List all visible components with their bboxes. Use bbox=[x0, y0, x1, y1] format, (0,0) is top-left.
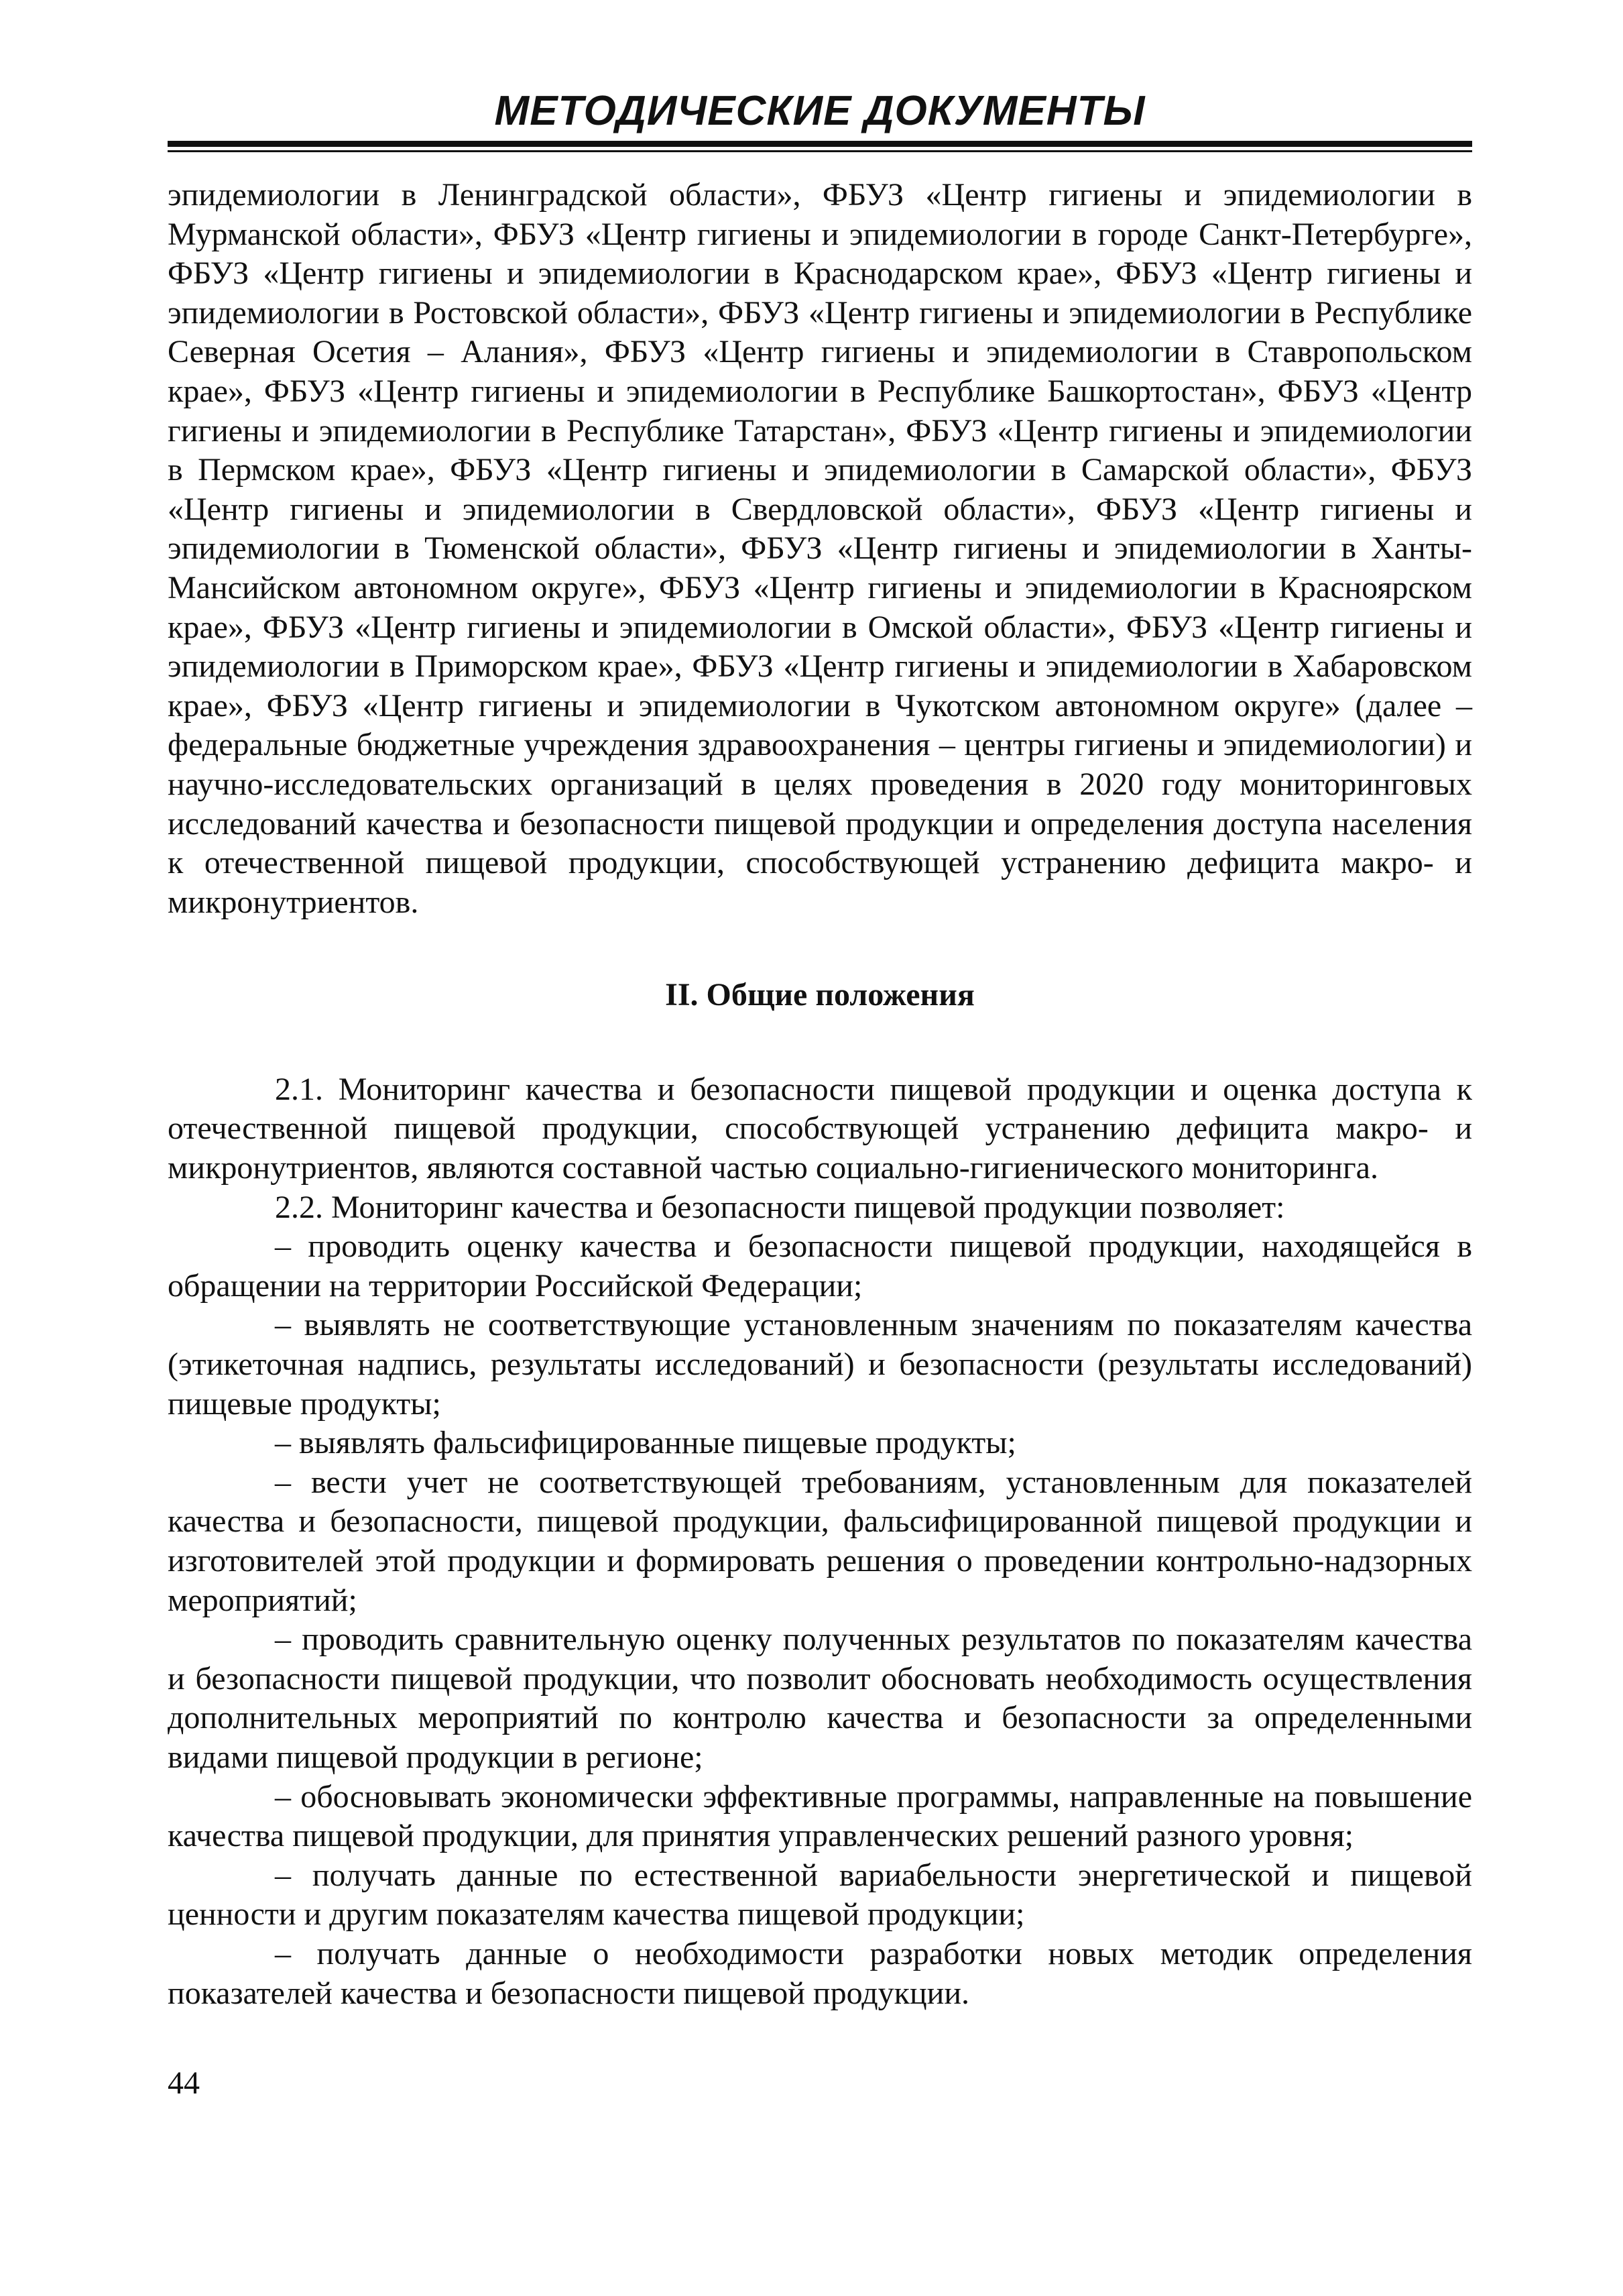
running-header-title: МЕТОДИЧЕСКИЕ ДОКУМЕНТЫ bbox=[494, 88, 1146, 134]
list-item: – проводить оценку качества и безопасности пищевой продукции, находящейся в обращении на территории Российской Федерации; bbox=[168, 1228, 1472, 1304]
list-item: – обосновывать экономически эффективные программы, направленные на повышение качества пищевой продукции, для принятия управленческих решений разного уровня; bbox=[168, 1778, 1472, 1854]
list-item: – получать данные по естественной вариабельности энергетической и пищевой ценности и другим показателям качества пищевой продукции; bbox=[168, 1857, 1472, 1933]
section-heading: II. Общие положения bbox=[665, 977, 975, 1013]
list-item: – получать данные о необходимости разработки новых методик определения показателей качества и безопасности пищевой продукции. bbox=[168, 1935, 1472, 2011]
header-rule-thick bbox=[168, 141, 1472, 147]
page-number: 44 bbox=[168, 2065, 200, 2101]
list-item: – вести учет не соответствующей требованиям, установленным для показателей качества и безопасности, пищевой продукции, фальсифицированной пищевой продукции и изготовителей этой продукции и формировать решения о проведении контрольно-надзорных мероприятий; bbox=[168, 1464, 1472, 1618]
header-rule-thin bbox=[168, 150, 1472, 152]
paragraph-2-1: 2.1. Мониторинг качества и безопасности пищевой продукции и оценка доступа к отечественной пищевой продукции, способствующей устранению дефицита макро- и микронутриентов, являются составной частью социально-гигиенического мониторинга. bbox=[168, 1071, 1472, 1186]
page-body bbox=[168, 176, 1472, 2013]
running-header bbox=[168, 79, 1472, 153]
list-item: – выявлять не соответствующие установленным значениям по показателям качества (этикеточная надпись, результаты исследований) и безопасности (результаты исследований) пищевые продукты; bbox=[168, 1307, 1472, 1422]
list-item: – выявлять фальсифицированные пищевые продукты; bbox=[275, 1425, 1016, 1461]
intro-paragraph: эпидемиологии в Ленинградской области», ФБУЗ «Центр гигиены и эпидемиологии в Мурманской области», ФБУЗ «Центр гигиены и эпидемиологии в городе Санкт-Петербурге», ФБУЗ «Центр гигиены и эпидемиологии в Краснодарском крае», ФБУЗ «Центр гигиены и эпидемиологии в Ростовской области», ФБУЗ «Центр гигиены и эпидемиологии в Республике Северная Осетия – Алания», ФБУЗ «Центр гигиены и эпидемиологии в Ставропольском крае», ФБУЗ «Центр гигиены и эпидемиологии в Республике Башкортостан», ФБУЗ «Центр гигиены и эпидемиологии в Республике Татарстан», ФБУЗ «Центр гигиены и эпидемиологии в Пермском крае», ФБУЗ «Центр гигиены и эпидемиологии в Самарской области», ФБУЗ «Центр гигиены и эпидемиологии в Свердловской области», ФБУЗ «Центр гигиены и эпидемиологии в Тюменской области», ФБУЗ «Центр гигиены и эпидемиологии в Ханты-Мансийском автономном округе», ФБУЗ «Центр гигиены и эпидемиологии в Красноярском крае», ФБУЗ «Центр гигиены и эпидемиологии в Омской области», ФБУЗ «Центр гигиены и эпидемиологии в Приморском крае», ФБУЗ «Центр гигиены и эпидемиологии в Хабаровском крае», ФБУЗ «Центр гигиены и эпидемиологии в Чукотском автономном округе» (далее – федеральные бюджетные учреждения здравоохранения – центры гигиены и эпидемиологии) и научно-исследовательских организаций в целях проведения в 2020 году мониторинговых исследований качества и безопасности пищевой продукции и определения доступа населения к отечественной пищевой продукции, способствующей устранению дефицита макро- и микронутриентов. bbox=[168, 177, 1472, 920]
paragraph-2-2: 2.2. Мониторинг качества и безопасности пищевой продукции позволяет: bbox=[275, 1189, 1285, 1225]
list-item: – проводить сравнительную оценку полученных результатов по показателям качества и безопасности пищевой продукции, что позволит обосновать необходимость осуществления дополнительных мероприятий по контролю качества и безопасности за определенными видами пищевой продукции в регионе; bbox=[168, 1621, 1472, 1775]
